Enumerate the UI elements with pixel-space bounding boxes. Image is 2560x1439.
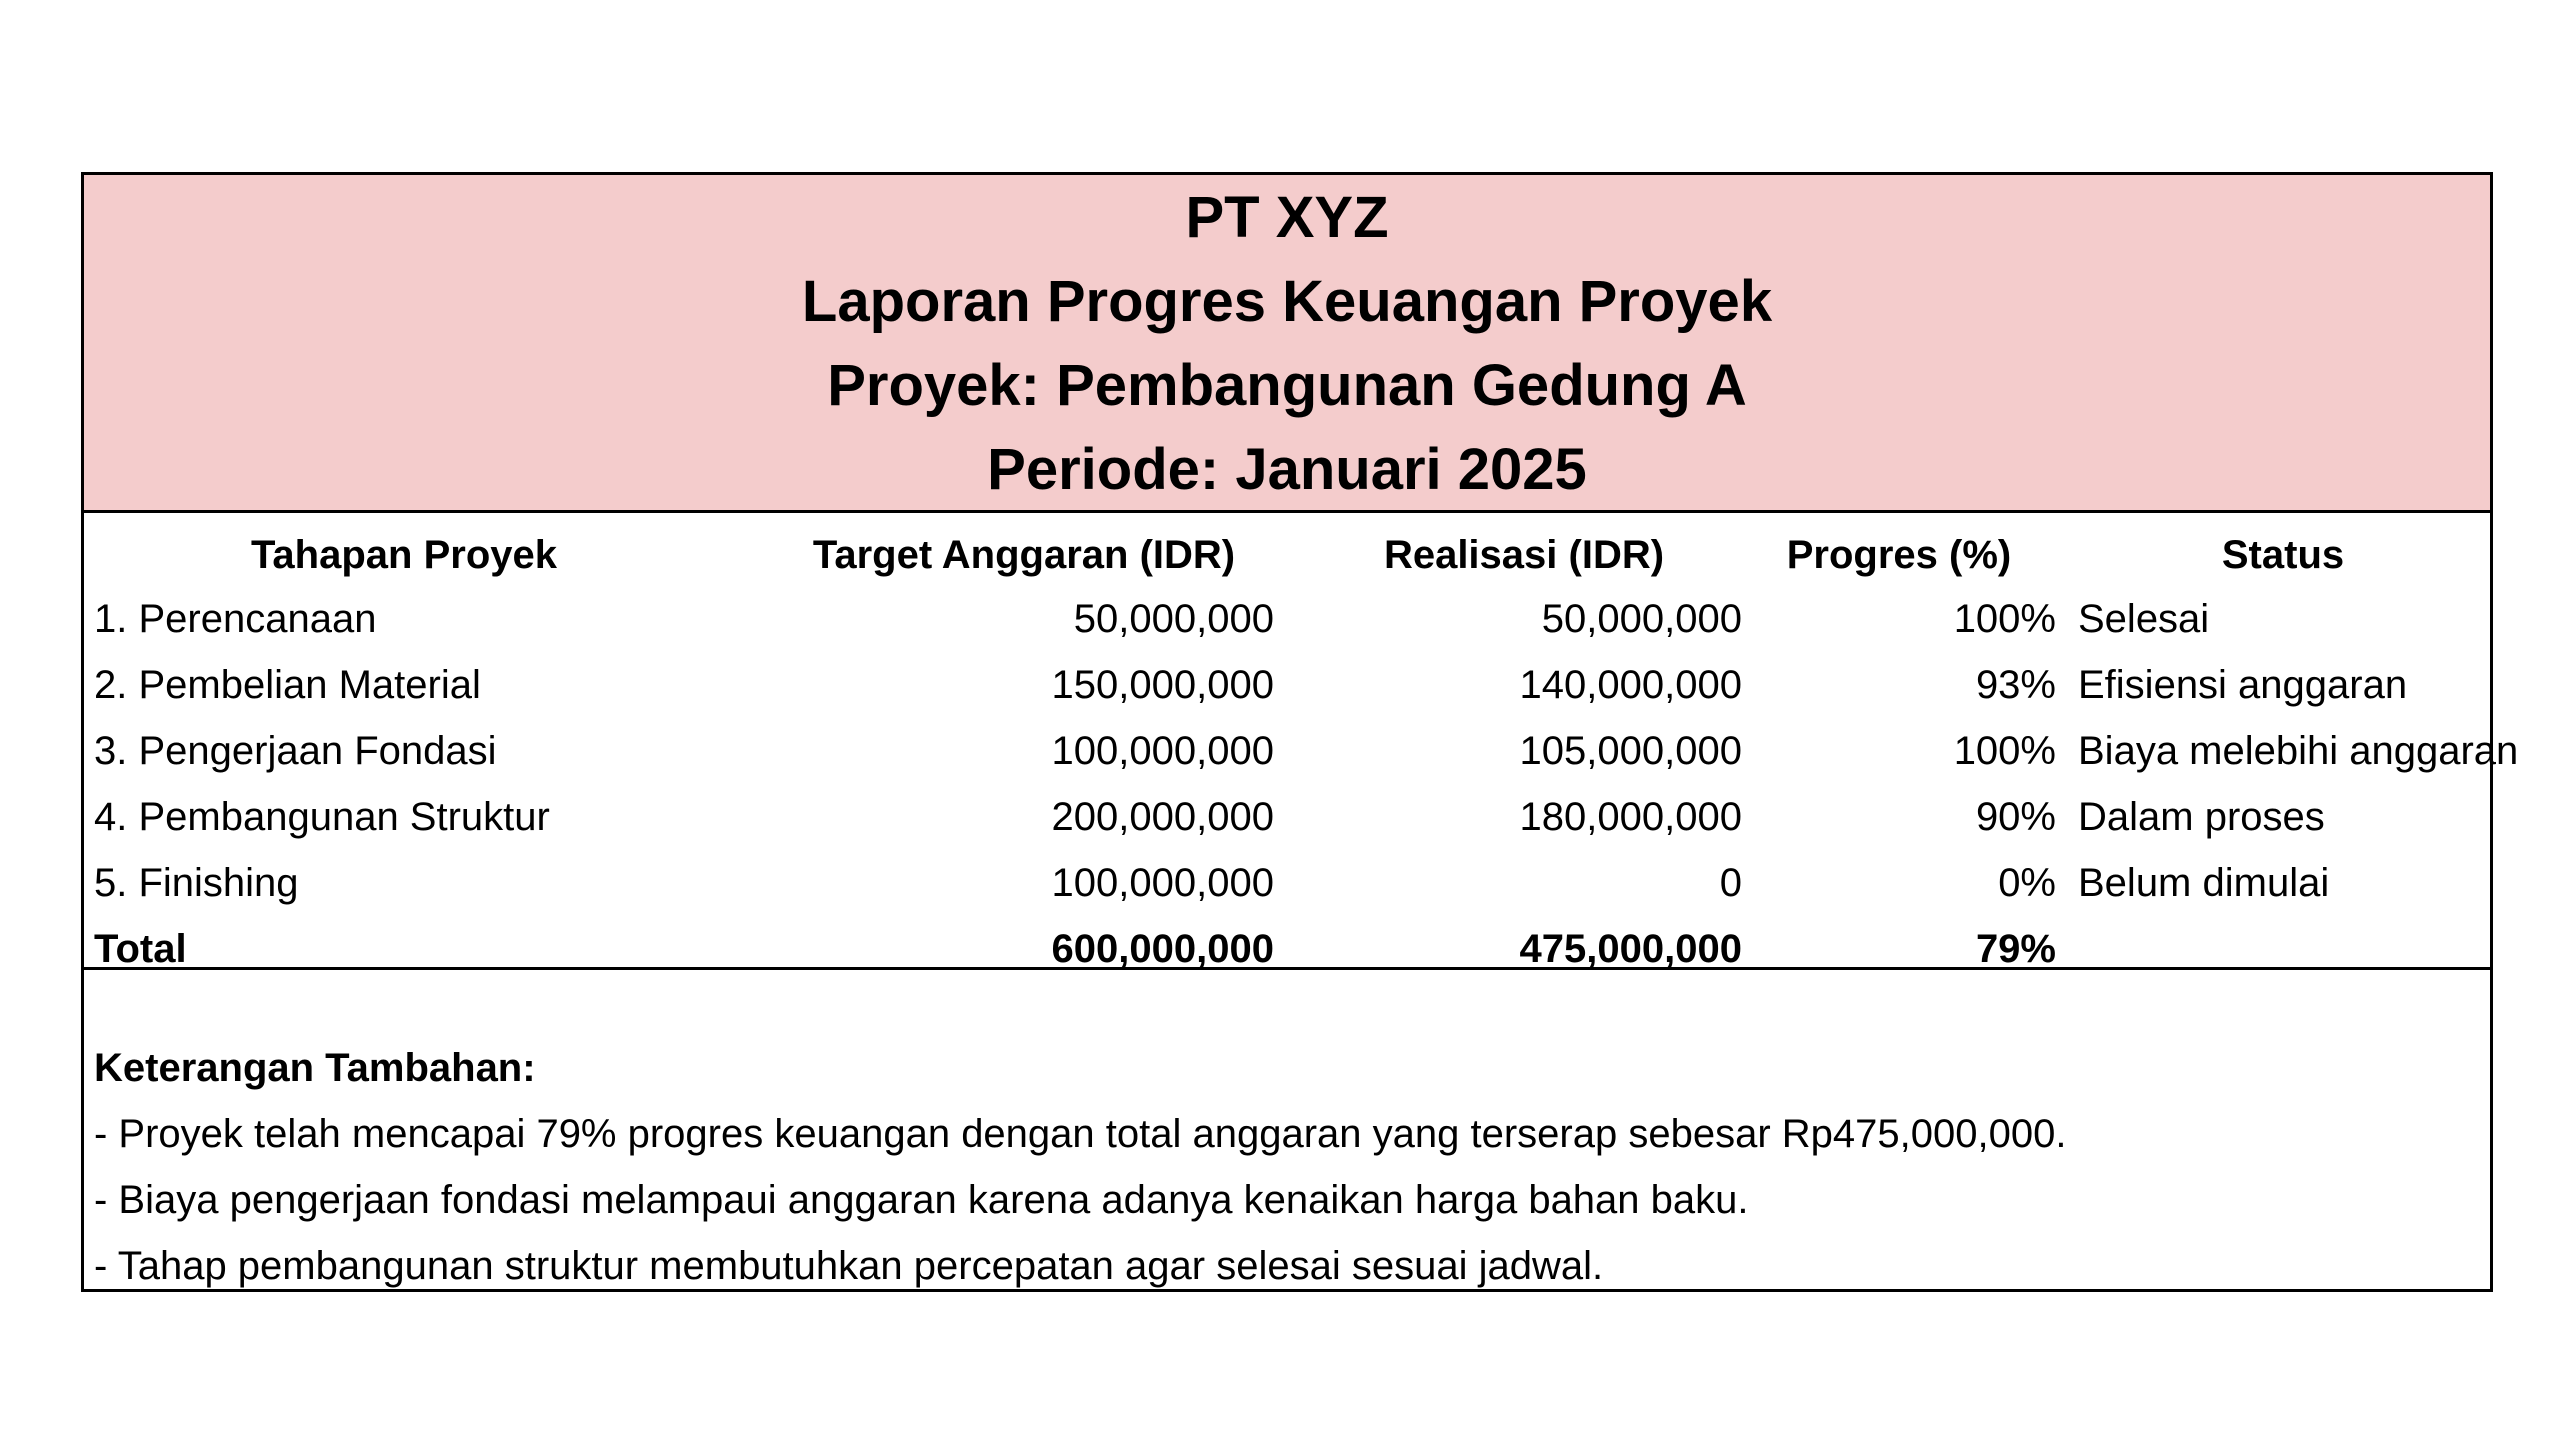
report-header (84, 175, 2490, 513)
table-row-stage: 5. Finishing (94, 861, 299, 905)
total-target: 600,000,000 (1051, 927, 1274, 971)
column-header-status: Status (2221, 533, 2345, 577)
table-row-target: 100,000,000 (1051, 729, 1274, 773)
project-name: Proyek: Pembangunan Gedung A (827, 353, 1747, 418)
total-label: Total (94, 927, 187, 971)
table-row-status: Efisiensi anggaran (2078, 663, 2408, 707)
column-header-realization: Realisasi (IDR) (1383, 533, 1665, 577)
table-row-target: 50,000,000 (1073, 597, 1274, 641)
table-row-progress: 0% (1998, 861, 2056, 905)
progress-table (84, 513, 2519, 971)
table-row-realization: 0 (1719, 861, 1742, 905)
table-row-stage: 2. Pembelian Material (94, 663, 481, 707)
table-row-realization: 105,000,000 (1519, 729, 1742, 773)
table-row-progress: 93% (1975, 663, 2056, 707)
total-realization: 475,000,000 (1519, 927, 1742, 971)
table-row-progress: 100% (1953, 729, 2056, 773)
table-row-target: 100,000,000 (1051, 861, 1274, 905)
column-header-target: Target Anggaran (IDR) (812, 533, 1236, 577)
total-progress: 79% (1975, 927, 2056, 971)
table-row-progress: 100% (1953, 597, 2056, 641)
note-item: - Biaya pengerjaan fondasi melampaui anggaran karena adanya kenaikan harga bahan baku. (94, 1178, 1749, 1222)
report-title: Laporan Progres Keuangan Proyek (801, 269, 1773, 334)
column-header-progress: Progres (%) (1786, 533, 2012, 577)
note-item: - Tahap pembangunan struktur membutuhkan percepatan agar selesai sesuai jadwal. (94, 1244, 1604, 1288)
report-period: Periode: Januari 2025 (987, 437, 1587, 502)
note-item: - Proyek telah mencapai 79% progres keuangan dengan total anggaran yang terserap sebesar Rp475,000,000. (94, 1112, 2067, 1156)
additional-notes (94, 1035, 2474, 1299)
table-row-stage: 4. Pembangunan Struktur (94, 795, 550, 839)
table-row-target: 150,000,000 (1051, 663, 1274, 707)
table-row-target: 200,000,000 (1051, 795, 1274, 839)
table-row-status: Dalam proses (2078, 795, 2325, 839)
table-row-status: Belum dimulai (2078, 861, 2330, 905)
company-name: PT XYZ (1185, 185, 1389, 250)
table-row-stage: 3. Pengerjaan Fondasi (94, 729, 497, 773)
report-sheet (81, 172, 2519, 1292)
notes-title: Keterangan Tambahan: (94, 1046, 536, 1090)
table-row-realization: 180,000,000 (1519, 795, 1742, 839)
table-row-progress: 90% (1975, 795, 2056, 839)
table-row-status: Selesai (2078, 597, 2210, 641)
table-row-status: Biaya melebihi anggaran (2078, 729, 2519, 773)
table-row-realization: 140,000,000 (1519, 663, 1742, 707)
table-row-stage: 1. Perencanaan (94, 597, 377, 641)
table-row-realization: 50,000,000 (1541, 597, 1742, 641)
column-header-stage: Tahapan Proyek (250, 533, 558, 577)
